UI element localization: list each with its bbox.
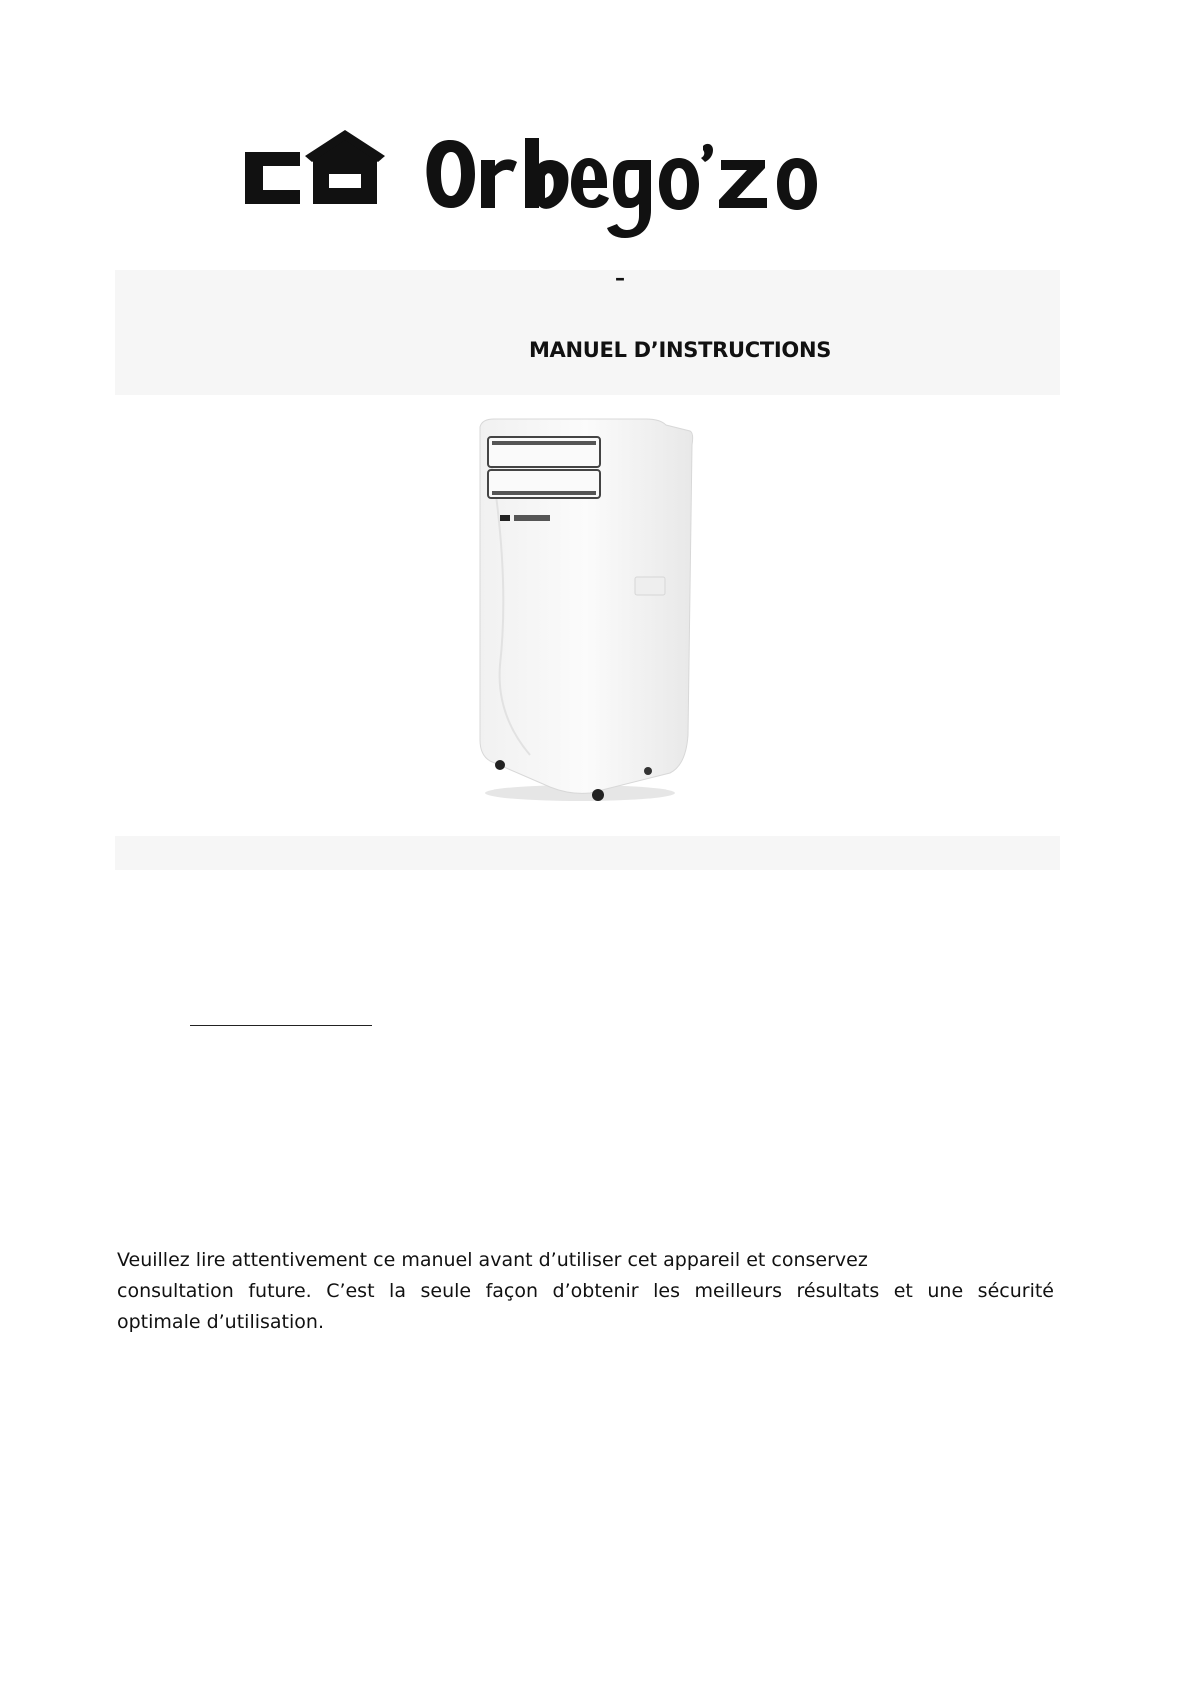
notice-line-3: optimale d’utilisation. — [117, 1311, 324, 1333]
safety-notice — [117, 1245, 1054, 1338]
notice-line-2: consultation future. C’est la seule façon d’obtenir les meilleurs résultats et une sécurité — [117, 1280, 1054, 1302]
product-image — [470, 415, 710, 810]
title-banner — [115, 270, 1060, 395]
notice-line-1: Veuillez lire attentivement ce manuel avant d’utiliser cet appareil et conservez — [117, 1249, 868, 1271]
horizontal-rule — [190, 1025, 372, 1026]
model-dash: – — [615, 266, 625, 290]
manual-title: MANUEL D’INSTRUCTIONS — [528, 338, 832, 362]
model-banner — [115, 836, 1060, 870]
brand-logo — [245, 130, 925, 240]
